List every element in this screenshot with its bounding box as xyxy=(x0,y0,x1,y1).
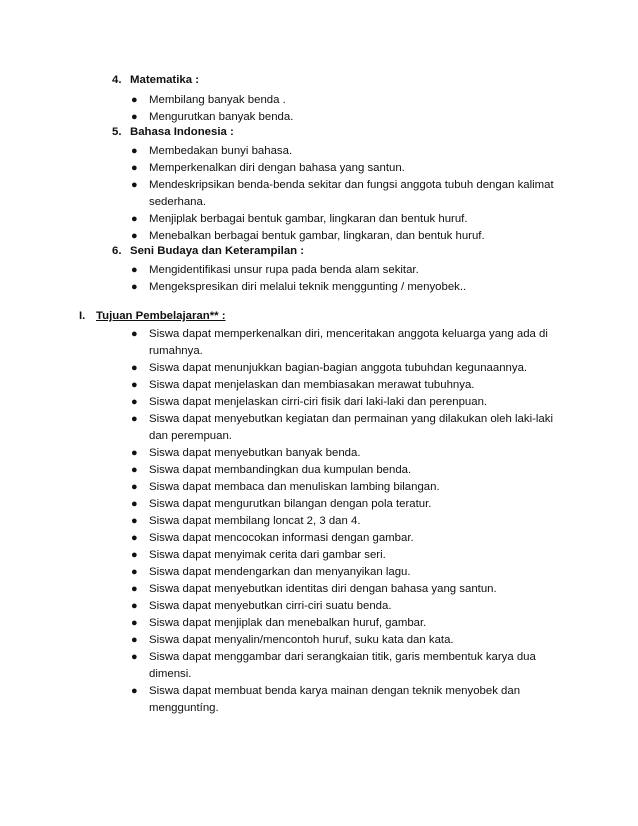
list-item: ● Siswa dapat mendengarkan dan menyanyikan lagu. xyxy=(131,564,571,581)
bullet-icon: ● xyxy=(131,515,138,527)
bullet-icon: ● xyxy=(131,481,138,493)
list-item: ● Siswa dapat menjelaskan cirri-ciri fisik dari laki-laki dan perenpuan. xyxy=(131,394,571,411)
bullet-icon: ● xyxy=(131,281,138,293)
list-item: ● Siswa dapat menyebutkan kegiatan dan permainan yang dilakukan oleh laki-laki dan perempuan. xyxy=(131,413,553,443)
list-item: ● Siswa dapat menyebutkan identitas diri dengan bahasa yang santun. xyxy=(131,581,571,598)
list-item: ● Siswa dapat menyebutkan banyak benda. xyxy=(131,445,571,462)
list-item: ● Siswa dapat menjelaskan dan membiasakan merawat tubuhnya. xyxy=(131,377,571,394)
bullet-icon: ● xyxy=(131,498,138,510)
bullet-icon: ● xyxy=(131,145,138,157)
list-item: ● Mendeskripsikan benda-benda sekitar dan fungsi anggota tubuh dengan kalimat sederhana. xyxy=(131,179,554,209)
list-item: ● Menjiplak berbagai bentuk gambar, lingkaran dan bentuk huruf. xyxy=(131,211,571,228)
bullet-icon: ● xyxy=(131,362,138,374)
section-title: Tujuan Pembelajaran** : xyxy=(96,310,226,322)
list-item: ● Siswa dapat membuat benda karya mainan dengan teknik menyobek dan mengguntíng. xyxy=(131,685,521,715)
bullet-icon: ● xyxy=(131,651,138,663)
subject-heading xyxy=(112,245,304,257)
bullet-icon: ● xyxy=(131,583,138,595)
bullet-icon: ● xyxy=(131,532,138,544)
list-item: ● Siswa dapat membilang loncat 2, 3 dan 4. xyxy=(131,513,571,530)
subject-number: 6. xyxy=(112,245,122,257)
list-item: ● Siswa dapat menunjukkan bagian-bagian anggota tubuhdan kegunaannya. xyxy=(131,360,571,377)
bullet-icon: ● xyxy=(131,179,138,191)
bullet-icon: ● xyxy=(131,617,138,629)
list-item: ● Membilang banyak benda . xyxy=(131,92,571,109)
section-number: I. xyxy=(79,310,86,322)
list-item: ● Mengurutkan banyak benda. xyxy=(131,109,571,126)
subject-title: Matematika : xyxy=(130,74,200,86)
list-item: ● Siswa dapat memperkenalkan diri, menceritakan anggota keluarga yang ada di rumahnya. xyxy=(131,328,548,358)
bullet-icon: ● xyxy=(131,566,138,578)
subject-heading xyxy=(112,126,234,138)
bullet-icon: ● xyxy=(131,549,138,561)
bullet-icon: ● xyxy=(131,213,138,225)
list-item: ● Siswa dapat menyalin/mencontoh huruf, suku kata dan kata. xyxy=(131,632,571,649)
bullet-icon: ● xyxy=(131,464,138,476)
list-item: ● Siswa dapat membandingkan dua kumpulan benda. xyxy=(131,462,571,479)
list-item: ● Memperkenalkan diri dengan bahasa yang santun. xyxy=(131,160,571,177)
subject-number: 4. xyxy=(112,74,122,86)
bullet-icon: ● xyxy=(131,162,138,174)
list-item: ● Menebalkan berbagai bentuk gambar, lingkaran, dan bentuk huruf. xyxy=(131,228,571,245)
bullet-icon: ● xyxy=(131,328,138,340)
bullet-icon: ● xyxy=(131,94,138,106)
subject-title: Bahasa Indonesia : xyxy=(130,126,234,138)
bullet-icon: ● xyxy=(131,447,138,459)
list-item: ● Siswa dapat menggambar dari serangkaian titik, garis membentuk karya dua dimensi. xyxy=(131,651,536,681)
section-heading xyxy=(79,310,226,322)
list-item: ● Mengekspresikan diri melalui teknik menggunting / menyobek.. xyxy=(131,279,571,296)
subject-number: 5. xyxy=(112,126,122,138)
list-item: ● Siswa dapat mencocokan informasi dengan gambar. xyxy=(131,530,571,547)
bullet-icon: ● xyxy=(131,600,138,612)
list-item: ● Siswa dapat membaca dan menuliskan lambing bilangan. xyxy=(131,479,571,496)
list-item: ● Siswa dapat menyebutkan cirri-ciri suatu benda. xyxy=(131,598,571,615)
list-item: ● Siswa dapat mengurutkan bilangan dengan pola teratur. xyxy=(131,496,571,513)
subject-heading xyxy=(112,74,199,86)
subject-title: Seni Budaya dan Keterampilan : xyxy=(130,245,305,257)
bullet-icon: ● xyxy=(131,634,138,646)
list-item: ● Siswa dapat menjiplak dan menebalkan huruf, gambar. xyxy=(131,615,571,632)
bullet-icon: ● xyxy=(131,264,138,276)
bullet-icon: ● xyxy=(131,230,138,242)
list-item: ● Mengidentifikasi unsur rupa pada benda alam sekitar. xyxy=(131,262,571,279)
bullet-icon: ● xyxy=(131,379,138,391)
bullet-icon: ● xyxy=(131,111,138,123)
bullet-icon: ● xyxy=(131,396,138,408)
bullet-icon: ● xyxy=(131,413,138,425)
list-item: ● Siswa dapat menyimak cerita dari gambar seri. xyxy=(131,547,571,564)
list-item: ● Membedakan bunyi bahasa. xyxy=(131,143,571,160)
bullet-icon: ● xyxy=(131,685,138,697)
